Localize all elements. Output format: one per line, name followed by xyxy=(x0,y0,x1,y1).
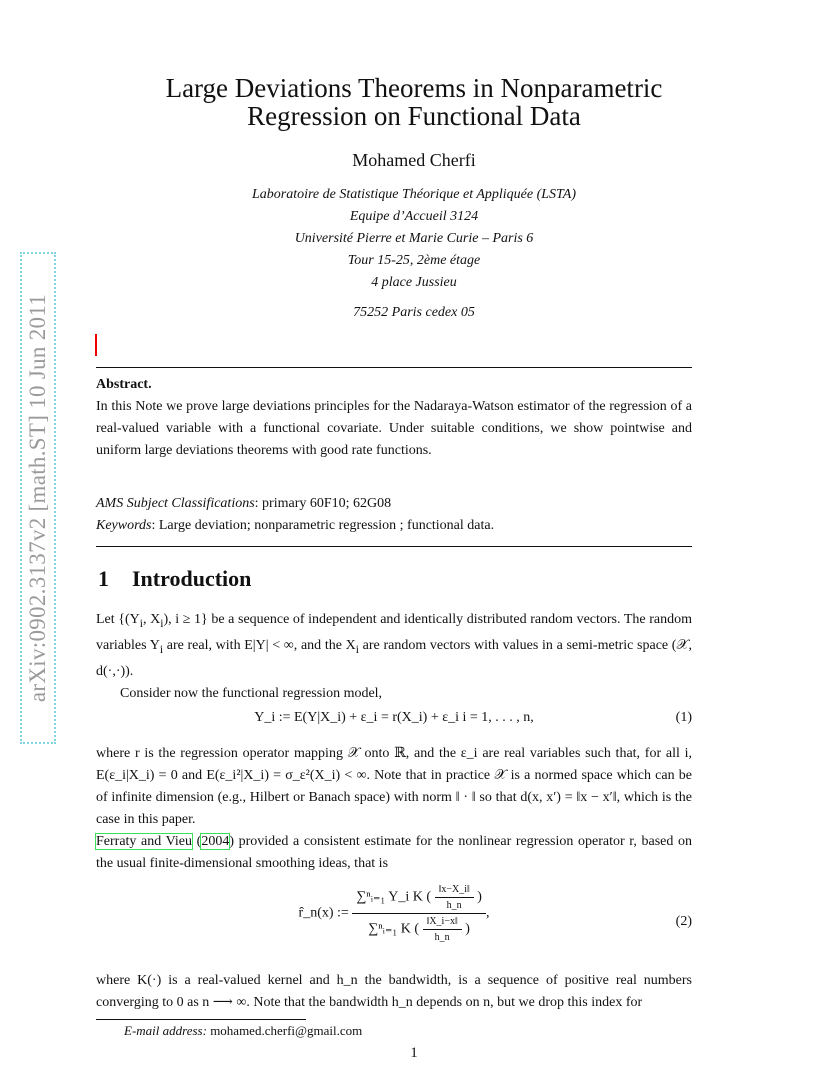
keywords-text: : Large deviation; nonparametric regression ; functional data. xyxy=(151,518,495,533)
affiliation-line-1: Laboratoire de Statistique Théorique et Appliquée (LSTA) xyxy=(251,187,577,202)
paper-title xyxy=(0,74,828,130)
ams-label: AMS Subject Classifications xyxy=(96,496,255,511)
page-number: 1 xyxy=(410,1045,418,1061)
section-number: 1 xyxy=(98,566,109,591)
equation-2-fraction: ∑ⁿᵢ₌₁ Y_i K ( $\frac{‖x-X\_i‖}{h\_n}$ ) ∑ⁿᵢ₌₁ K ( $\frac{‖X\_i-x‖}{h\_n}$ ) xyxy=(352,884,486,943)
abstract-block xyxy=(96,374,692,462)
footnote-rule xyxy=(96,1019,306,1020)
ams-classification xyxy=(96,493,692,537)
intro-paragraph-2: Consider now the functional regression model, xyxy=(120,685,383,701)
intro-paragraph-4: Ferraty and Vieu (2004) provided a consistent estimate for the nonlinear regression operator r, based on the usual finite-dimensional smoothing ideas, that is xyxy=(96,834,692,871)
affiliation-line-2: Equipe d’Accueil 3124 xyxy=(349,209,479,224)
equation-1 xyxy=(96,710,692,726)
abstract-top-rule xyxy=(96,367,692,368)
section-heading xyxy=(98,566,251,592)
equation-1-body: Y_i := E(Y|X_i) + ε_i = r(X_i) + ε_i i = 1, . . . , n, xyxy=(254,710,534,725)
keywords-label: Keywords xyxy=(96,518,152,533)
footnote-label: E-mail address: xyxy=(124,1023,207,1038)
abstract-heading: Abstract. xyxy=(96,377,152,392)
affiliation-line-5: 4 place Jussieu xyxy=(371,275,457,290)
section-title: Introduction xyxy=(132,566,252,591)
affiliation-line-4: Tour 15-25, 2ème étage xyxy=(347,253,481,268)
equation-2-lhs: r̂_n(x) := xyxy=(298,905,349,921)
affiliation-line-6: 75252 Paris cedex 05 xyxy=(353,305,475,320)
title-line-2: Regression on Functional Data xyxy=(247,101,581,131)
intro-paragraph-5: where K(·) is a real-valued kernel and h_n the bandwidth, is a sequence of positive real numbers converging to 0 as n ⟶ ∞. Note that the bandwidth h_n depends on n, but we drop this index for xyxy=(96,973,692,1010)
arxiv-sidebar-stamp xyxy=(20,252,56,744)
citation-authors[interactable]: Ferraty and Vieu xyxy=(96,834,193,849)
title-line-1: Large Deviations Theorems in Nonparametric xyxy=(165,73,663,103)
equation-2-number: (2) xyxy=(675,914,692,929)
citation-year[interactable]: 2004 xyxy=(201,834,230,849)
equation-1-number: (1) xyxy=(675,710,692,725)
abstract-bottom-rule xyxy=(96,546,692,547)
affiliation-line-3: Université Pierre et Marie Curie – Paris 6 xyxy=(294,231,534,246)
abstract-text: In this Note we prove large deviations principles for the Nadaraya-Watson estimator of the regression of a real-valued variable with a functional covariate. Under suitable conditions, we show pointwise and uniform large deviations theorems with good rate functions. xyxy=(96,399,692,458)
footnote-email[interactable]: mohamed.cherfi@gmail.com xyxy=(210,1023,363,1038)
change-marker xyxy=(95,334,97,356)
author-name: Mohamed Cherfi xyxy=(352,150,476,170)
intro-paragraph-3: where r is the regression operator mapping 𝒳 onto ℝ, and the ε_i are real variables such that, for all i, E(ε_i|X_i) = 0 and E(ε_i²|X_i) = σ_ε²(X_i) < ∞. Note that in practice 𝒳 is a normed space which can be of infinite dimension (e.g., Hilbert or Banach space) with norm ‖ · ‖ so that d(x, x′) = ‖x − x′‖, which is the case in this paper. Ferraty and Vieu (2004) provided a consistent estimate for the nonlinear regression operator r, based on the usual finite-dimensional smoothing ideas, that is xyxy=(96,743,692,875)
equation-2: r̂_n(x) := ∑ⁿᵢ₌₁ Y_i K ( $\frac{‖x-X\_i‖}{h\_n}$ ) ∑ⁿᵢ₌₁ K ( $\frac{‖X\_i-x‖}{h\_n}$ ) , (2) xyxy=(298,884,692,943)
footnote xyxy=(124,1023,362,1039)
ams-text: : primary 60F10; 62G08 xyxy=(254,496,392,511)
arxiv-id: arXiv:0902.3137v2 [math.ST] 10 Jun 2011 xyxy=(25,293,50,703)
intro-paragraph-1: Let {($Y_i$, $X_i$), i ≥ 1} be a sequence of independent and identically distributed random vectors. The random variables $Y_i$ are real, with E|Y| < ∞, and the $X_i$ are random vectors with values in a semi-metric space (𝒳, d(·,·)). Consider now the functional regression model, xyxy=(96,609,692,705)
